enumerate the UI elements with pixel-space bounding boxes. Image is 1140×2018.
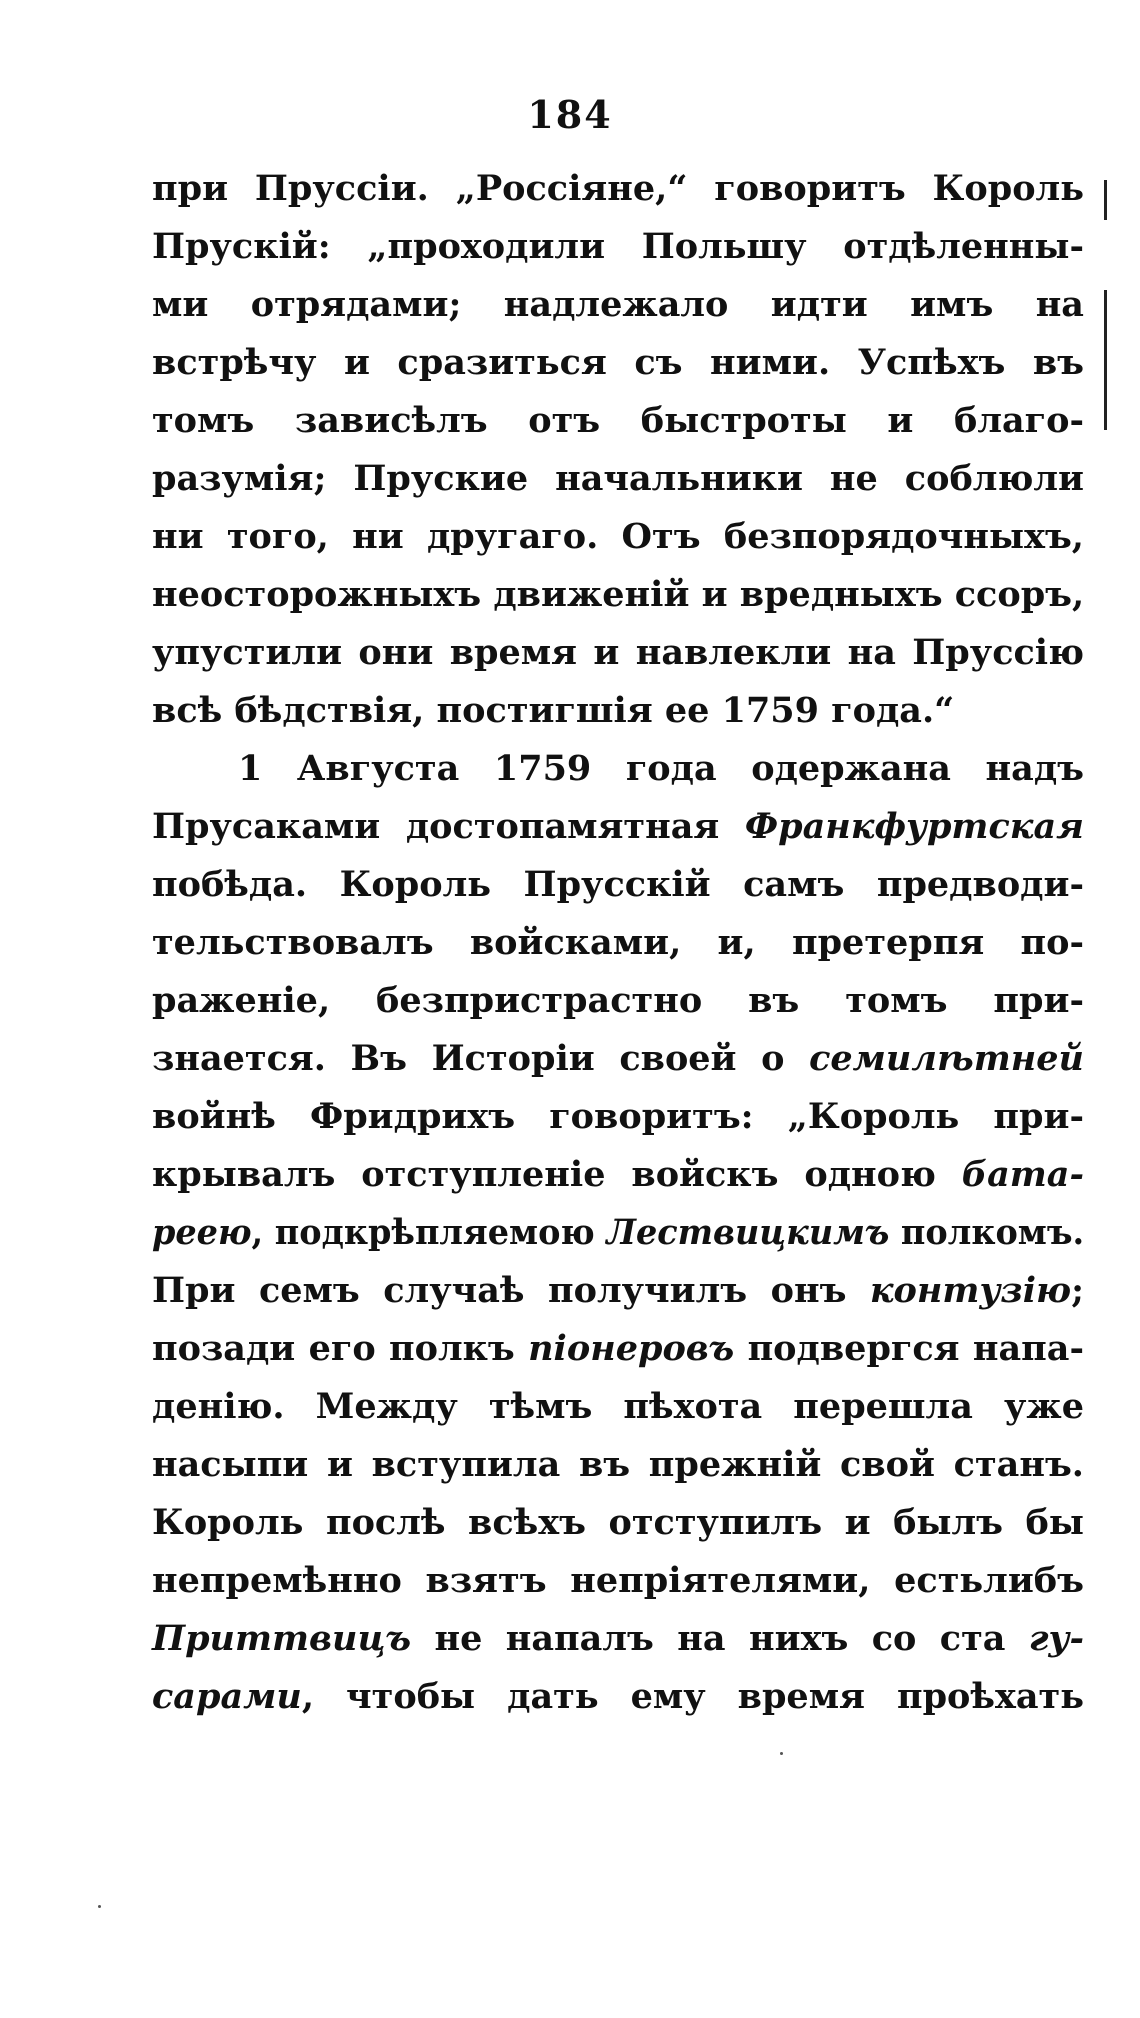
text-segment: при Пруссіи. „Россіяне,“ говоритъ Король: [152, 168, 1084, 209]
text-line: [152, 798, 1084, 856]
text-segment: всѣ бѣдствія, постигшія ее 1759 года.“: [152, 690, 955, 731]
text-line: [152, 1262, 1084, 1320]
text-line: [152, 1030, 1084, 1088]
text-line: [152, 1146, 1084, 1204]
text-line: [152, 856, 1084, 914]
text-line: [152, 1436, 1084, 1494]
text-segment: денію. Между тѣмъ пѣхота перешла уже: [152, 1386, 1084, 1427]
text-line: [152, 276, 1084, 334]
text-segment: При семъ случаѣ получилъ онъ: [152, 1270, 870, 1311]
text-segment: томъ зависѣлъ отъ быстроты и благо-: [152, 400, 1084, 441]
text-line: [152, 160, 1084, 218]
text-segment: войнѣ Фридрихъ говоритъ: „Король при-: [152, 1096, 1084, 1137]
italic-text-segment: бата-: [961, 1154, 1084, 1195]
italic-text-segment: піонеровъ: [528, 1328, 735, 1369]
text-segment: тельствовалъ войсками, и, претерпя по-: [152, 922, 1084, 963]
text-line: [152, 1552, 1084, 1610]
text-segment: ми отрядами; надлежало идти имъ на: [152, 284, 1084, 325]
scan-edge-mark: [1104, 290, 1107, 430]
text-line: [152, 1204, 1084, 1262]
text-segment: непремѣнно взятъ непріятелями, естьлибъ: [152, 1560, 1084, 1601]
text-segment: упустили они время и навлекли на Пруссію: [152, 632, 1084, 673]
italic-text-segment: семилѣтней: [809, 1038, 1084, 1079]
text-segment: побѣда. Король Прусскій самъ предводи-: [152, 864, 1084, 905]
text-segment: Прускій: „проходили Польшу отдѣленны-: [152, 226, 1084, 267]
text-line: [152, 682, 1084, 740]
text-line: [152, 1494, 1084, 1552]
text-segment: неосторожныхъ движеній и вредныхъ ссоръ,: [152, 574, 1085, 615]
text-segment: Прусаками достопамятная: [152, 806, 745, 847]
scan-speck: [780, 1752, 783, 1755]
text-segment: встрѣчу и сразиться съ ними. Успѣхъ въ: [152, 342, 1084, 383]
text-line: [152, 1610, 1084, 1668]
scan-speck: [98, 1905, 101, 1908]
italic-text-segment: Приттвицъ: [152, 1618, 412, 1659]
text-line: [152, 218, 1084, 276]
text-segment: Король послѣ всѣхъ отступилъ и былъ бы: [152, 1502, 1084, 1543]
italic-text-segment: контузію: [869, 1270, 1072, 1311]
text-segment: , чтобы дать ему время проѣхать: [301, 1676, 1084, 1717]
text-segment: разумія; Пруские начальники не соблюли: [152, 458, 1084, 499]
italic-text-segment: Лествицкимъ: [606, 1212, 890, 1253]
italic-text-segment: реею: [152, 1212, 252, 1253]
text-line: [152, 914, 1084, 972]
text-segment: крывалъ отступленіе войскъ одною: [152, 1154, 962, 1195]
page-number: 184: [527, 92, 613, 137]
text-segment: ;: [1071, 1270, 1084, 1311]
italic-text-segment: гу-: [1028, 1618, 1084, 1659]
text-line: [152, 334, 1084, 392]
text-segment: позади его полкъ: [152, 1328, 529, 1369]
text-line: [152, 972, 1084, 1030]
text-line: [152, 624, 1084, 682]
text-segment: знается. Въ Исторіи своей о: [152, 1038, 810, 1079]
text-segment: раженіе, безпристрастно въ томъ при-: [152, 980, 1084, 1021]
text-line: [152, 1320, 1084, 1378]
scan-edge-mark: [1104, 180, 1107, 220]
text-line: [152, 566, 1084, 624]
text-segment: не напалъ на нихъ со ста: [411, 1618, 1029, 1659]
text-segment: ни того, ни другаго. Отъ безпорядочныхъ,: [152, 516, 1084, 557]
text-line: [152, 740, 1084, 798]
text-segment: подвергся напа-: [734, 1328, 1084, 1369]
text-line: [152, 1378, 1084, 1436]
text-segment: 1 Августа 1759 года одержана надъ: [238, 748, 1084, 789]
italic-text-segment: Франкфуртская: [744, 806, 1084, 847]
text-segment: , подкрѣпляемою: [251, 1212, 607, 1253]
text-line: [152, 508, 1084, 566]
text-line: [152, 392, 1084, 450]
italic-text-segment: сарами: [152, 1676, 302, 1717]
text-line: [152, 450, 1084, 508]
text-line: [152, 1668, 1084, 1726]
text-segment: насыпи и вступила въ прежній свой станъ.: [152, 1444, 1084, 1485]
text-line: [152, 1088, 1084, 1146]
body-text: [152, 160, 1084, 1726]
text-segment: полкомъ.: [889, 1212, 1085, 1253]
